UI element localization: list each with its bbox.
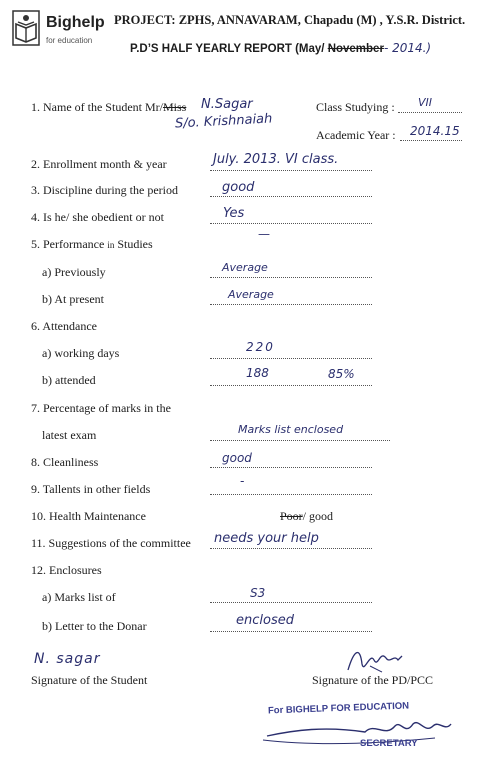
- stamp-line1: For BIGHELP FOR EDUCATION: [267, 700, 410, 717]
- previously-label: a) Previously: [42, 265, 106, 279]
- logo-subtitle: for education: [46, 36, 93, 45]
- attended-value: 188: [246, 366, 269, 380]
- working-days-value: 220: [246, 340, 275, 354]
- enrollment-label: 2. Enrollment month & year: [31, 157, 167, 171]
- attended-label: b) attended: [42, 373, 96, 387]
- suggestions-label: 11. Suggestions of the committee: [31, 536, 191, 550]
- enrollment-dotted-line: [210, 170, 372, 171]
- present-label: b) At present: [42, 292, 104, 306]
- cleanliness-value: good: [222, 451, 252, 465]
- attended-percent: 85%: [328, 367, 355, 381]
- enclosures-label: 12. Enclosures: [31, 563, 102, 577]
- student-signature: N. sagar: [34, 651, 101, 667]
- logo-title: Bighelp: [46, 14, 105, 31]
- cleanliness-label: 8. Cleanliness: [31, 455, 99, 469]
- report-title-prefix: P.D’S HALF YEARLY REPORT (May/: [130, 43, 325, 55]
- marks-list-dotted-line: [210, 602, 372, 603]
- marks-label-line2: latest exam: [42, 428, 97, 442]
- performance-label-in: in: [107, 240, 115, 250]
- previously-value: Average: [222, 261, 268, 274]
- letter-value: enclosed: [236, 613, 294, 628]
- discipline-value: good: [222, 180, 255, 195]
- cleanliness-dotted-line: [210, 467, 372, 468]
- performance-label-start: 5. Performance: [31, 237, 105, 251]
- enrollment-value: July. 2013. VI class.: [213, 152, 339, 167]
- name-label-text: 1. Name of the Student Mr/: [31, 100, 163, 114]
- marks-dotted-line: [210, 440, 390, 441]
- book-figure-icon: [12, 10, 40, 46]
- performance-label: [31, 237, 153, 252]
- previously-dotted-line: [210, 277, 372, 278]
- present-value: Average: [228, 288, 274, 301]
- report-title-suffix: - 2014.): [383, 41, 432, 55]
- class-value: VII: [418, 96, 433, 109]
- discipline-label: 3. Discipline during the period: [31, 183, 178, 197]
- attended-dotted-line: [210, 385, 372, 386]
- class-label: Class Studying :: [316, 100, 395, 114]
- health-label: 10. Health Maintenance: [31, 509, 146, 523]
- performance-value: —: [258, 227, 270, 241]
- name-value-line2: S/o. Krishnaiah: [174, 111, 273, 132]
- marks-value: Marks list enclosed: [238, 423, 344, 436]
- obedient-dotted-line: [210, 223, 372, 224]
- health-option-struck: Poor: [280, 509, 303, 523]
- academic-year-value: 2014.15: [410, 124, 460, 138]
- name-label: [31, 100, 186, 115]
- health-options: [280, 509, 333, 524]
- report-title: [130, 41, 431, 55]
- academic-year-label: Academic Year :: [316, 128, 396, 142]
- letter-dotted-line: [210, 631, 372, 632]
- marks-label: 7. Percentage of marks in the: [31, 401, 171, 415]
- name-value: N.Sagar: [201, 97, 253, 112]
- pd-signature-caption: Signature of the PD/PCC: [312, 673, 434, 687]
- organization-logo: [12, 8, 122, 60]
- obedient-value: Yes: [223, 206, 245, 221]
- letter-label: b) Letter to the Donar: [42, 619, 147, 633]
- student-signature-caption: Signature of the Student: [31, 673, 148, 687]
- present-dotted-line: [210, 304, 372, 305]
- class-dotted-line: [398, 112, 462, 113]
- working-days-label: a) working days: [42, 346, 120, 360]
- report-title-struck: November: [327, 43, 384, 55]
- marks-list-value: S3: [250, 586, 266, 600]
- performance-label-end: Studies: [117, 237, 153, 251]
- talents-value: -: [240, 474, 245, 488]
- attendance-label: 6. Attendance: [31, 319, 97, 333]
- stamp-line2: SECRETARY: [360, 738, 418, 749]
- suggestions-dotted-line: [210, 548, 372, 549]
- health-option-rest: / good: [302, 509, 334, 523]
- marks-list-label: a) Marks list of: [42, 590, 116, 604]
- discipline-dotted-line: [210, 196, 372, 197]
- talents-label: 9. Tallents in other fields: [31, 482, 151, 496]
- suggestions-value: needs your help: [214, 531, 319, 546]
- obedient-label: 4. Is he/ she obedient or not: [31, 210, 164, 224]
- project-line: PROJECT: ZPHS, ANNAVARAM, Chapadu (M) , Y.S.R. District.: [114, 13, 466, 27]
- name-label-struck: Miss: [162, 100, 187, 114]
- working-days-dotted-line: [210, 358, 372, 359]
- academic-year-dotted-line: [400, 140, 462, 141]
- talents-dotted-line: [210, 494, 372, 495]
